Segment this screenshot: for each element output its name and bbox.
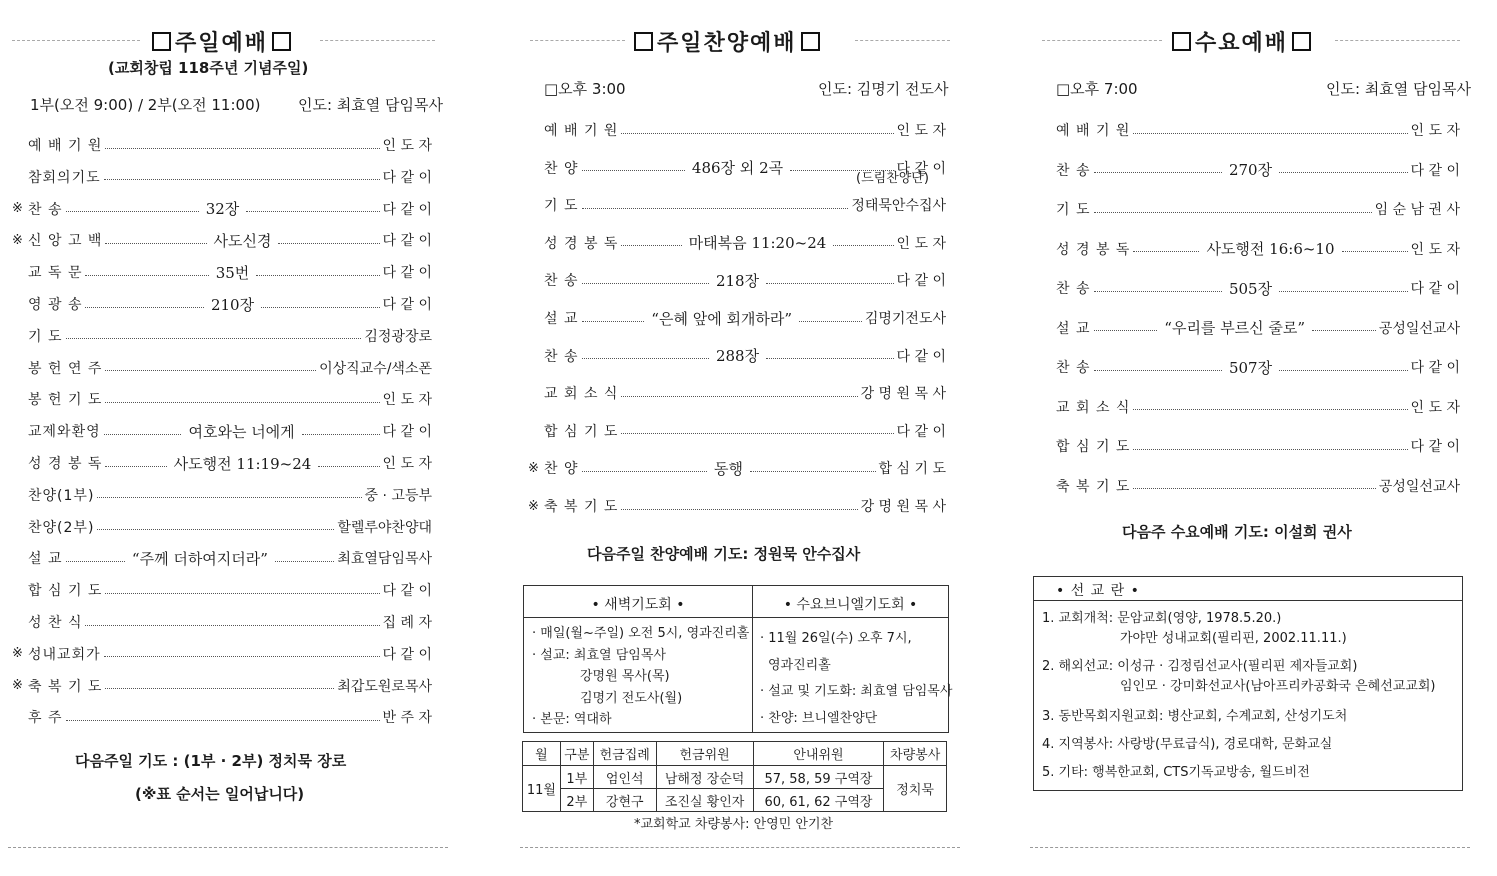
program-leader: 인 도 자 bbox=[1410, 399, 1460, 416]
program-leader: 다 같 이 bbox=[382, 201, 432, 218]
program-row bbox=[12, 229, 432, 251]
mission-item: 3. 동반목회지원교회: 병산교회, 수계교회, 산성기도처 bbox=[1042, 709, 1348, 724]
mission-item: 2. 해외선교: 이성규 · 김정림선교사(필리핀 제자들교회) bbox=[1042, 659, 1358, 674]
program-detail: 218장 bbox=[715, 271, 760, 290]
col2-choir-note: (드림찬양단) bbox=[856, 171, 929, 186]
program-label: 성 경 봉 독 bbox=[1056, 241, 1131, 258]
program-row bbox=[12, 643, 432, 665]
program-leader: 이상직교수/색소폰 bbox=[319, 360, 432, 377]
program-row bbox=[12, 198, 432, 220]
program-label: 후 주 bbox=[28, 710, 63, 727]
program-row bbox=[1040, 356, 1460, 378]
program-row bbox=[12, 706, 432, 728]
program-detail: 여호와는 너에게 bbox=[188, 422, 295, 441]
program-leader: 강 명 원 목 사 bbox=[860, 499, 946, 515]
program-row bbox=[12, 134, 432, 156]
program-label: 성내교회가 bbox=[28, 646, 101, 663]
program-leader: 다 같 이 bbox=[1410, 360, 1461, 376]
prayer-meetings-box bbox=[523, 585, 953, 733]
program-leader: 공성일선교사 bbox=[1378, 320, 1461, 337]
program-leader: 다 같 이 bbox=[382, 646, 432, 663]
program-row bbox=[12, 293, 432, 315]
program-leader: 다 같 이 bbox=[382, 297, 432, 313]
program-row bbox=[528, 194, 946, 216]
stand-mark: ※ bbox=[12, 678, 23, 694]
table-header: 헌금집례 bbox=[593, 742, 656, 766]
program-row bbox=[528, 232, 946, 254]
program-leader: 인 도 자 bbox=[382, 456, 432, 472]
program-row bbox=[1040, 119, 1460, 141]
dawn-title: • 새벽기도회 • bbox=[591, 597, 685, 613]
program-leader: 인 도 자 bbox=[896, 235, 946, 252]
program-detail: 동행 bbox=[714, 459, 744, 478]
program-label: 교 회 소 식 bbox=[1056, 399, 1131, 416]
col2-next-prayer: 다음주일 찬양예배 기도: 정원묵 안수집사 bbox=[587, 545, 861, 563]
program-label: 축 복 기 도 bbox=[1056, 478, 1131, 495]
table-cell: 강현구 bbox=[593, 789, 656, 812]
col3-title: 수요예배 bbox=[1168, 26, 1315, 57]
program-label: 찬 송 bbox=[28, 201, 63, 218]
program-label: 예 배 기 원 bbox=[544, 123, 619, 139]
col3-next-prayer: 다음주 수요예배 기도: 이설희 권사 bbox=[1122, 523, 1352, 541]
program-row bbox=[528, 269, 946, 291]
program-label: 축 복 기 도 bbox=[544, 499, 619, 515]
program-row bbox=[1040, 317, 1460, 339]
program-row bbox=[12, 611, 432, 633]
col1-next-prayer: 다음주일 기도 : (1부 · 2부) 정치묵 장로 bbox=[75, 752, 347, 770]
table-cell: 남해정 장순덕 bbox=[656, 766, 753, 789]
program-detail: 사도행전 16:6~10 bbox=[1206, 240, 1335, 258]
program-label: 합 심 기 도 bbox=[28, 583, 103, 600]
program-leader: 최효열담임목사 bbox=[337, 551, 433, 568]
program-detail: 288장 bbox=[715, 347, 760, 366]
table-header: 월 bbox=[523, 742, 561, 766]
program-leader: 다 같 이 bbox=[382, 233, 432, 250]
program-leader: 인 도 자 bbox=[382, 392, 432, 409]
program-leader: 인 도 자 bbox=[382, 138, 432, 154]
program-leader: 정태묵안수집사 bbox=[851, 198, 946, 215]
program-leader: 집 례 자 bbox=[382, 615, 432, 631]
text-line: · 찬양: 브니엘찬양단 bbox=[760, 710, 878, 726]
program-row bbox=[12, 420, 432, 442]
program-label: 교 회 소 식 bbox=[544, 386, 619, 403]
program-label: 예 배 기 원 bbox=[28, 138, 103, 154]
stand-mark: ※ bbox=[12, 201, 23, 217]
program-row bbox=[528, 457, 946, 479]
program-label: 성 찬 식 bbox=[28, 615, 83, 631]
text-line: · 설교: 최효열 담임목사 bbox=[532, 647, 666, 663]
program-leader: 다 같 이 bbox=[382, 169, 432, 186]
program-row bbox=[528, 420, 946, 442]
program-leader: 다 같 이 bbox=[382, 583, 432, 600]
program-row bbox=[528, 495, 946, 517]
program-label: 찬 송 bbox=[1056, 281, 1091, 297]
program-row bbox=[12, 388, 432, 410]
program-row bbox=[12, 261, 432, 283]
program-label: 성 경 봉 독 bbox=[28, 456, 103, 472]
program-leader: 인 도 자 bbox=[896, 123, 946, 139]
table-cell: 엄인석 bbox=[593, 766, 656, 789]
table-cell: 조진실 황인자 bbox=[656, 789, 753, 812]
text-line: · 11월 26일(수) 오후 7시, bbox=[760, 631, 912, 646]
program-label: 봉 헌 연 주 bbox=[28, 360, 103, 377]
mission-item: 5. 기타: 행복한교회, CTS기독교방송, 월드비전 bbox=[1042, 765, 1310, 780]
service-duty-table bbox=[522, 741, 947, 812]
col1-leader: 인도: 최효열 담임목사 bbox=[298, 96, 444, 114]
program-label: 찬양(1부) bbox=[28, 487, 95, 504]
program-row bbox=[1040, 396, 1460, 418]
program-leader: 다 같 이 bbox=[1410, 281, 1461, 297]
wed-night-title: • 수요브니엘기도회 • bbox=[783, 597, 918, 613]
col1-stand-note: (※표 순서는 일어납니다) bbox=[135, 785, 305, 803]
program-label: 찬 양 bbox=[544, 461, 579, 478]
program-label: 찬 송 bbox=[544, 273, 579, 290]
program-label: 기 도 bbox=[28, 328, 63, 345]
mission-item: 1. 교회개척: 문암교회(영양, 1978.5.20.) bbox=[1042, 611, 1282, 626]
table-cell: 60, 61, 62 구역장 bbox=[753, 789, 884, 812]
program-row bbox=[528, 307, 946, 329]
program-leader: 다 같 이 bbox=[1410, 162, 1461, 179]
program-label: 찬 양 bbox=[544, 160, 579, 177]
program-row bbox=[1040, 475, 1460, 497]
program-leader: 다 같 이 bbox=[896, 160, 947, 177]
program-label: 설 교 bbox=[544, 311, 579, 327]
table-header: 헌금위원 bbox=[656, 742, 753, 766]
program-row bbox=[1040, 238, 1460, 260]
program-detail: 사도행전 11:19~24 bbox=[173, 454, 312, 473]
program-leader: 합 심 기 도 bbox=[878, 461, 946, 478]
text-line: 강명원 목사(목) bbox=[580, 669, 670, 684]
table-cell: 57, 58, 59 구역장 bbox=[753, 766, 884, 789]
text-line: 김명기 전도사(월) bbox=[580, 690, 683, 706]
program-label: 축 복 기 도 bbox=[28, 678, 103, 695]
col1-times: 1부(오전 9:00) / 2부(오전 11:00) bbox=[30, 96, 261, 114]
program-row bbox=[12, 516, 432, 538]
program-leader: 다 같 이 bbox=[896, 348, 947, 365]
program-row bbox=[528, 119, 946, 141]
program-leader: 다 같 이 bbox=[1410, 439, 1460, 455]
program-label: 기 도 bbox=[544, 198, 579, 215]
stand-mark: ※ bbox=[12, 646, 23, 662]
program-label: 찬 송 bbox=[544, 348, 579, 365]
text-line: · 본문: 역대하 bbox=[532, 712, 612, 727]
program-row bbox=[12, 547, 432, 569]
program-label: 예 배 기 원 bbox=[1056, 123, 1131, 139]
text-line: · 매일(월~주일) 오전 5시, 영과진리홀 bbox=[532, 626, 750, 641]
program-row bbox=[1040, 198, 1460, 220]
program-detail: 사도신경 bbox=[213, 231, 272, 250]
program-detail: 210장 bbox=[210, 295, 255, 314]
col3-leader: 인도: 최효열 담임목사 bbox=[1326, 80, 1472, 98]
text-line: 영과진리홀 bbox=[768, 657, 831, 673]
program-row bbox=[1040, 159, 1460, 181]
program-detail: 486장 외 2곡 bbox=[691, 159, 784, 178]
text-line: · 설교 및 기도화: 최효열 담임목사 bbox=[760, 684, 953, 699]
stand-mark: ※ bbox=[528, 460, 539, 476]
program-leader: 다 같 이 bbox=[896, 273, 947, 290]
program-detail: “우리를 부르신 줄로” bbox=[1164, 319, 1306, 337]
program-row bbox=[1040, 277, 1460, 299]
program-leader: 다 같 이 bbox=[896, 423, 946, 440]
col3-time: □오후 7:00 bbox=[1056, 80, 1138, 98]
program-row bbox=[12, 484, 432, 506]
program-row bbox=[12, 357, 432, 379]
program-leader: 최갑도원로목사 bbox=[337, 678, 432, 695]
program-leader: 인 도 자 bbox=[1410, 123, 1460, 139]
mission-title: • 선 교 란 • bbox=[1056, 583, 1140, 599]
program-detail: “주께 더하여지더라” bbox=[131, 549, 268, 568]
program-detail: 270장 bbox=[1228, 161, 1273, 179]
program-label: 교 독 문 bbox=[28, 265, 83, 282]
table-header: 구분 bbox=[560, 742, 593, 766]
program-leader: 공성일선교사 bbox=[1378, 478, 1460, 495]
program-detail: 32장 bbox=[205, 200, 240, 219]
mission-item: 임인모 · 강미화선교사(남아프리카공화국 은혜선교교회) bbox=[1120, 679, 1436, 694]
program-label: 합 심 기 도 bbox=[1056, 439, 1131, 455]
program-label: 기 도 bbox=[1056, 202, 1091, 218]
program-detail: 마태복음 11:20~24 bbox=[688, 234, 827, 253]
program-label: 합 심 기 도 bbox=[544, 423, 619, 440]
program-leader: 임 순 남 권 사 bbox=[1374, 202, 1460, 218]
program-label: 신 앙 고 백 bbox=[28, 233, 103, 250]
program-label: 설 교 bbox=[1056, 320, 1091, 337]
program-label: 교제와환영 bbox=[28, 424, 101, 441]
program-leader: 다 같 이 bbox=[382, 424, 432, 441]
program-row bbox=[12, 452, 432, 474]
program-row bbox=[528, 382, 946, 404]
program-row bbox=[1040, 435, 1460, 457]
program-label: 찬양(2부) bbox=[28, 519, 95, 536]
program-label: 설 교 bbox=[28, 551, 63, 568]
program-detail: 505장 bbox=[1228, 279, 1273, 298]
program-label: 찬 송 bbox=[1056, 360, 1091, 376]
program-leader: 김정광장로 bbox=[364, 328, 432, 345]
program-label: 영 광 송 bbox=[28, 297, 83, 313]
table-driver: 정치묵 bbox=[884, 766, 947, 812]
table-cell: 1부 bbox=[560, 766, 593, 789]
table-cell: 2부 bbox=[560, 789, 593, 812]
program-row bbox=[12, 579, 432, 601]
stand-mark: ※ bbox=[528, 498, 539, 514]
table-header: 차량봉사 bbox=[884, 742, 947, 766]
program-row bbox=[528, 345, 946, 367]
col1-title: 주일예배 bbox=[148, 26, 295, 57]
program-detail: “은혜 앞에 회개하라” bbox=[651, 309, 793, 328]
program-detail: 507장 bbox=[1228, 358, 1273, 377]
table-month: 11월 bbox=[523, 766, 561, 812]
mission-item: 가야만 성내교회(필리핀, 2002.11.11.) bbox=[1120, 631, 1347, 646]
program-row bbox=[12, 675, 432, 697]
mission-item: 4. 지역봉사: 사랑방(무료급식), 경로대학, 문화교실 bbox=[1042, 737, 1333, 752]
program-leader: 할렐루야찬양대 bbox=[337, 519, 432, 536]
program-leader: 김명기전도사 bbox=[864, 311, 947, 327]
program-label: 성 경 봉 독 bbox=[544, 235, 619, 252]
col2-leader: 인도: 김명기 전도사 bbox=[818, 80, 949, 98]
program-detail: 35번 bbox=[215, 263, 250, 282]
col2-title: 주일찬양예배 bbox=[630, 26, 824, 57]
program-leader: 중 · 고등부 bbox=[364, 487, 432, 504]
program-label: 찬 송 bbox=[1056, 162, 1091, 179]
mission-box bbox=[1033, 576, 1463, 791]
table-header: 안내위원 bbox=[753, 742, 884, 766]
col2-time: □오후 3:00 bbox=[544, 80, 626, 98]
program-label: 봉 헌 기 도 bbox=[28, 392, 103, 409]
program-leader: 다 같 이 bbox=[382, 265, 433, 282]
school-note: *교회학교 차량봉사: 안영민 안기찬 bbox=[634, 817, 834, 832]
stand-mark: ※ bbox=[12, 232, 23, 248]
program-row bbox=[12, 325, 432, 347]
program-row bbox=[12, 166, 432, 188]
program-leader: 인 도 자 bbox=[1410, 241, 1461, 258]
col1-subtitle: (교회창립 118주년 기념주일) bbox=[108, 59, 309, 77]
program-leader: 반 주 자 bbox=[382, 710, 432, 727]
program-label: 참회의기도 bbox=[28, 169, 101, 186]
program-leader: 강 명 원 목 사 bbox=[860, 386, 946, 403]
